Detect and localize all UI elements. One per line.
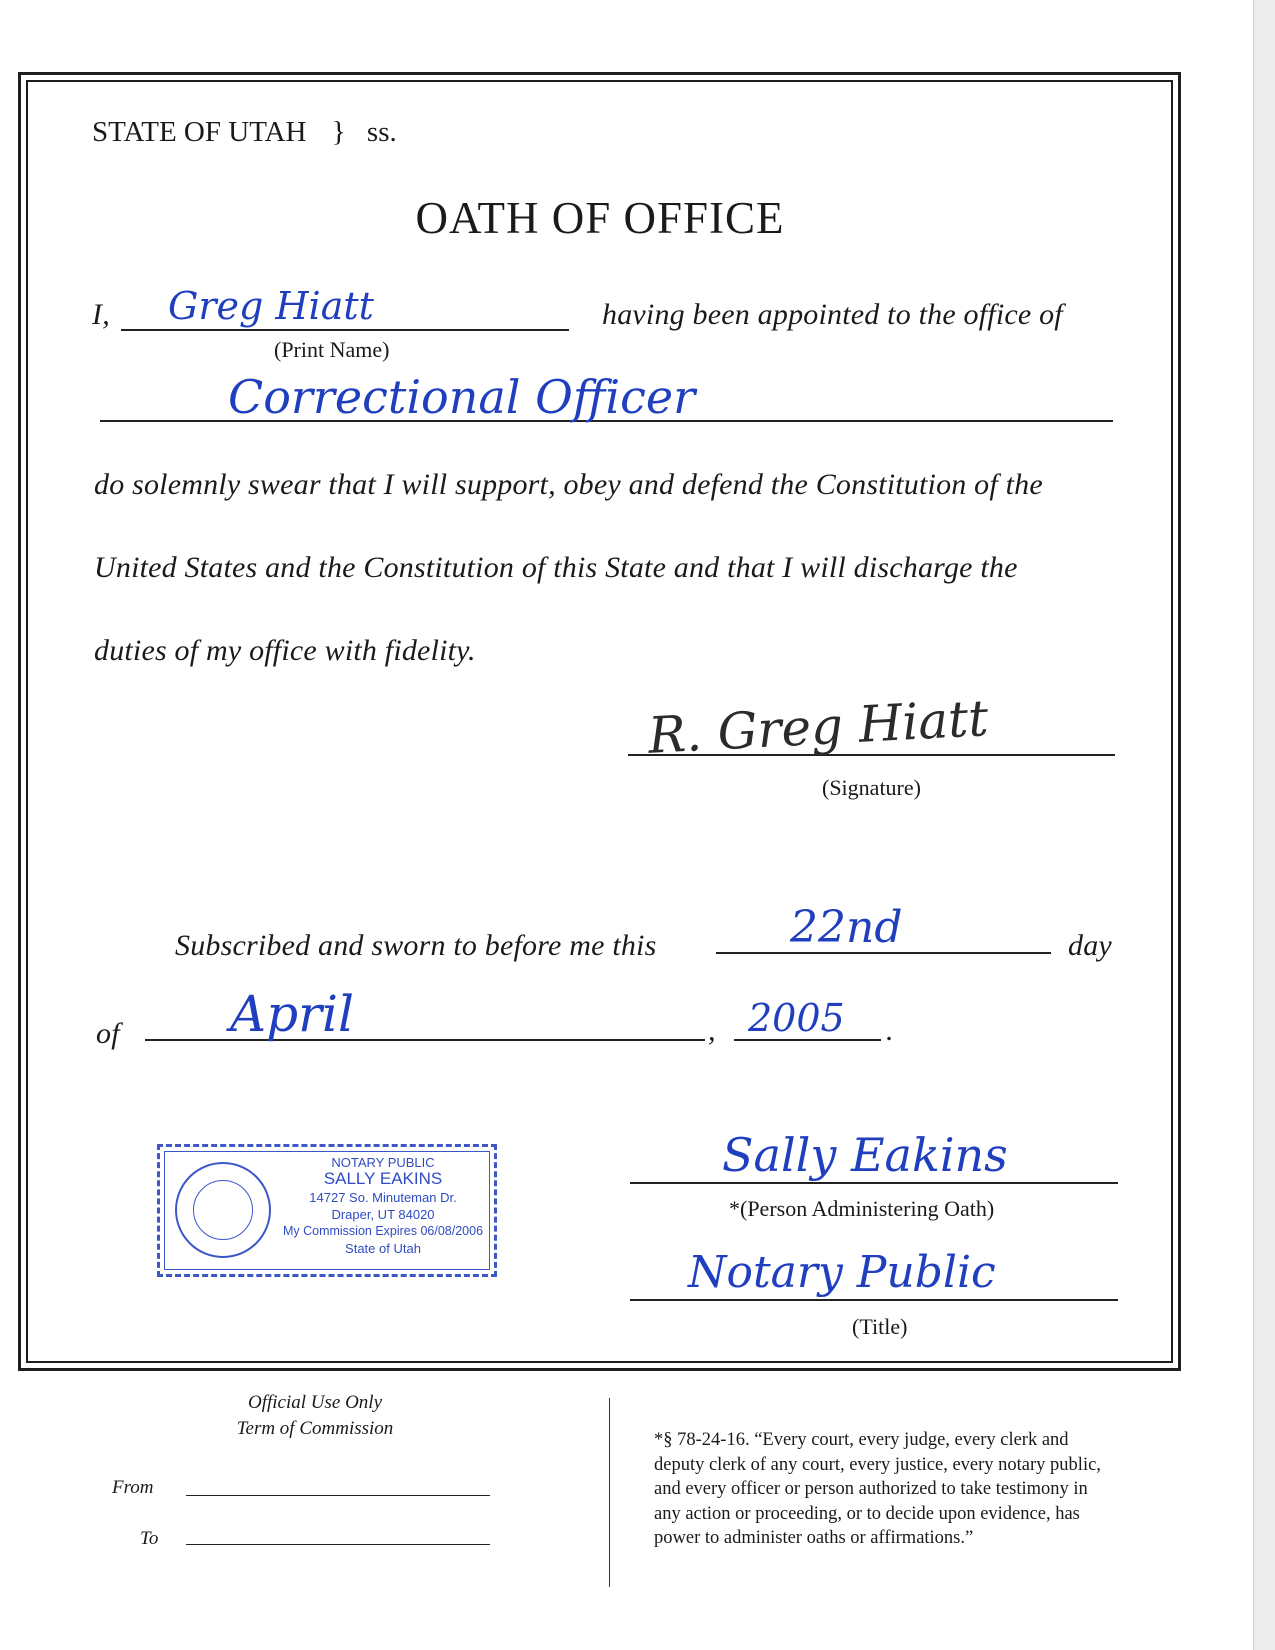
stamp-expiration: My Commission Expires 06/08/2006 — [282, 1224, 484, 1238]
state-label — [92, 116, 397, 149]
stamp-state: State of Utah — [345, 1241, 421, 1256]
footnote-line-2: deputy clerk of any court, every justice, every notary public, — [654, 1454, 1101, 1475]
state-seal — [175, 1162, 271, 1258]
seal-inner-ring — [193, 1180, 253, 1240]
title-caption: (Title) — [852, 1314, 908, 1339]
oath-line-2: United States and the Constitution of this State and that I will discharge the — [94, 551, 1018, 584]
footnote-line-4: any action or proceeding, or to decide upon evidence, has — [654, 1503, 1080, 1524]
footnote-line-5: power to administer oaths or affirmations.” — [654, 1528, 974, 1548]
oath-line-1: do solemnly swear that I will support, obey and defend the Constitution of the — [94, 468, 1043, 501]
to-label: To — [140, 1528, 159, 1549]
page-edge-shadow — [1253, 0, 1275, 1650]
signature-caption: (Signature) — [822, 775, 921, 800]
to-line — [186, 1544, 490, 1545]
day-word: day — [1068, 929, 1112, 962]
stamp-name: SALLY EAKINS — [323, 1169, 443, 1188]
oath-line-3: duties of my office with fidelity. — [94, 634, 476, 667]
term-of-commission-heading: Term of Commission — [236, 1418, 394, 1439]
month-line — [145, 1039, 705, 1041]
from-label: From — [112, 1477, 154, 1498]
of-word: of — [96, 1017, 120, 1050]
i-prefix: I, — [92, 298, 110, 331]
section-divider — [609, 1398, 610, 1587]
stamp-city: Draper, UT 84020 — [331, 1207, 435, 1222]
ss-label: ss. — [366, 116, 397, 148]
handwritten-office: Correctional Officer — [228, 370, 696, 424]
footnote-line-3: and every officer or person authorized to take testimony in — [654, 1479, 1088, 1499]
stamp-address: 14727 So. Minuteman Dr. — [309, 1190, 457, 1205]
appointed-text: having been appointed to the office of — [602, 298, 1063, 331]
administrator-caption: *(Person Administering Oath) — [729, 1196, 995, 1221]
comma: , — [708, 1014, 716, 1047]
handwritten-signature: R. Greg Hiatt — [646, 689, 990, 765]
handwritten-year: 2005 — [748, 996, 845, 1040]
print-name-caption: (Print Name) — [274, 337, 390, 362]
notary-stamp — [157, 1144, 497, 1277]
title-line — [630, 1299, 1118, 1301]
handwritten-month: April — [230, 985, 354, 1043]
administrator-line — [630, 1182, 1118, 1184]
official-use-heading: Official Use Only — [247, 1392, 383, 1413]
stamp-notary-public: NOTARY PUBLIC — [331, 1155, 435, 1170]
administrator-signature: Sally Eakins — [722, 1128, 1008, 1182]
footnote-line-1: *§ 78-24-16. “Every court, every judge, every clerk and — [654, 1430, 1069, 1450]
from-line — [186, 1495, 490, 1496]
brace: } — [331, 116, 346, 148]
handwritten-title: Notary Public — [688, 1247, 996, 1298]
handwritten-name: Greg Hiatt — [168, 284, 374, 328]
footnote — [654, 1428, 1101, 1551]
subscribed-text: Subscribed and sworn to before me this — [175, 929, 657, 962]
period: . — [886, 1014, 894, 1047]
document-title: OATH OF OFFICE — [415, 193, 785, 243]
name-line — [121, 329, 569, 331]
state-name: STATE OF UTAH — [92, 116, 307, 148]
handwritten-day: 22nd — [790, 902, 903, 953]
